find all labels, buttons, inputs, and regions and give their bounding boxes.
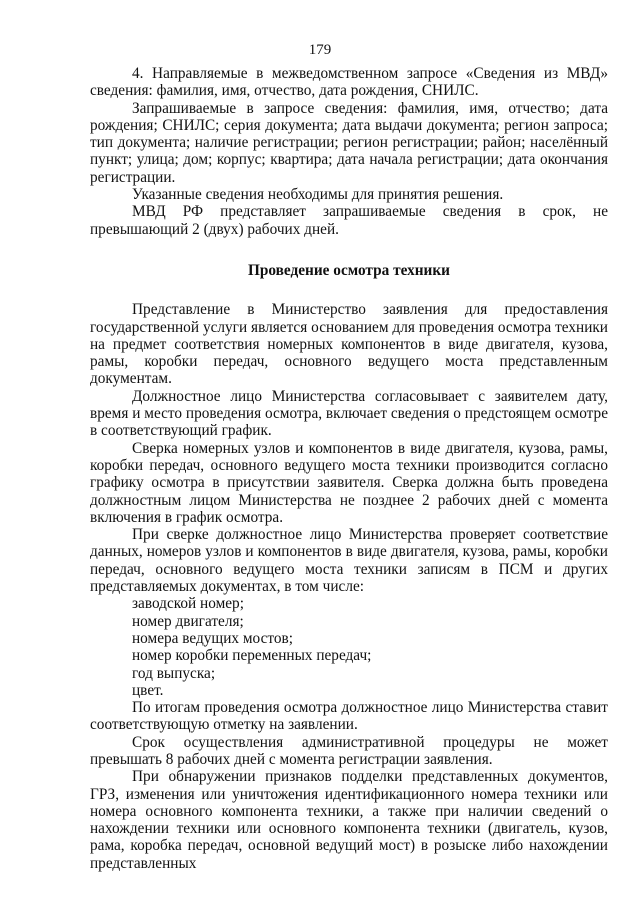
paragraph-schedule-agreement: Должностное лицо Министерства согласовывает с заявителем дату, время и место проведения осмотра, включает сведения о предстоящем осмотре в соответствующий график.	[90, 387, 608, 440]
paragraph-mvd-request: 4. Направляемые в межведомственном запросе «Сведения из МВД» сведения: фамилия, имя, отчество, дата рождения, СНИЛС.	[90, 65, 608, 100]
section-heading: Проведение осмотра техники	[248, 261, 450, 279]
paragraph-verification-checks: При сверке должностное лицо Министерства проверяет соответствие данных, номеров узлов и компонентов в виде двигателя, кузова, рамы, коробки передач, основного ведущего моста техники записям в ПСМ и других представляемых документах, в том числе:	[90, 526, 608, 596]
paragraph-inspection-basis: Представление в Министерство заявления для предоставления государственной услуги является основанием для проведения осмотра техники на предмет соответствия номерных компонентов в виде двигателя, кузова, рамы, коробки передач, основного ведущего моста представленным документам.	[90, 301, 608, 388]
list-item: заводской номер;	[132, 595, 244, 613]
list-item: номера ведущих мостов;	[132, 629, 293, 647]
paragraph-forgery-signs: При обнаружении признаков подделки представленных документов, ГРЗ, изменения или уничтожения идентификационного номера техники или номера основного компонента техники, а также при наличии сведений о нахождении техники или основного компонента техники (двигатель, кузов, рама, коробка передач, основной ведущий мост) в розыске либо нахождении представленных	[90, 768, 608, 872]
list-item: номер двигателя;	[132, 612, 244, 630]
page-number: 179	[308, 42, 332, 58]
list-item: год выпуска;	[132, 664, 216, 682]
page-body	[90, 65, 608, 872]
list-item: цвет.	[132, 681, 164, 699]
paragraph-procedure-term: Срок осуществления административной процедуры не может превышать 8 рабочих дней с момента регистрации заявления.	[90, 733, 608, 768]
paragraph-requested-fields: Запрашиваемые в запросе сведения: фамилия, имя, отчество; дата рождения; СНИЛС; серия документа; дата выдачи документа; регион запроса; тип документа; наличие регистрации; регион регистрации; район; населённый пункт; улица; дом; корпус; квартира; дата начала регистрации; дата окончания регистрации.	[90, 99, 608, 186]
checked-items-list	[90, 595, 608, 699]
paragraph-purpose: Указанные сведения необходимы для принятия решения.	[132, 186, 504, 204]
paragraph-mvd-deadline: МВД РФ представляет запрашиваемые сведения в срок, не превышающий 2 (двух) рабочих дней.	[90, 203, 608, 238]
paragraph-verification: Сверка номерных узлов и компонентов в виде двигателя, кузова, рамы, коробки передач, основного ведущего моста техники производится согласно графику осмотра в присутствии заявителя. Сверка должна быть проведена должностным лицом Министерства не позднее 2 рабочих дней с момента включения в график осмотра.	[90, 439, 608, 526]
list-item: номер коробки переменных передач;	[132, 647, 372, 665]
paragraph-inspection-result: По итогам проведения осмотра должностное лицо Министерства ставит соответствующую отметку на заявлении.	[90, 699, 608, 734]
